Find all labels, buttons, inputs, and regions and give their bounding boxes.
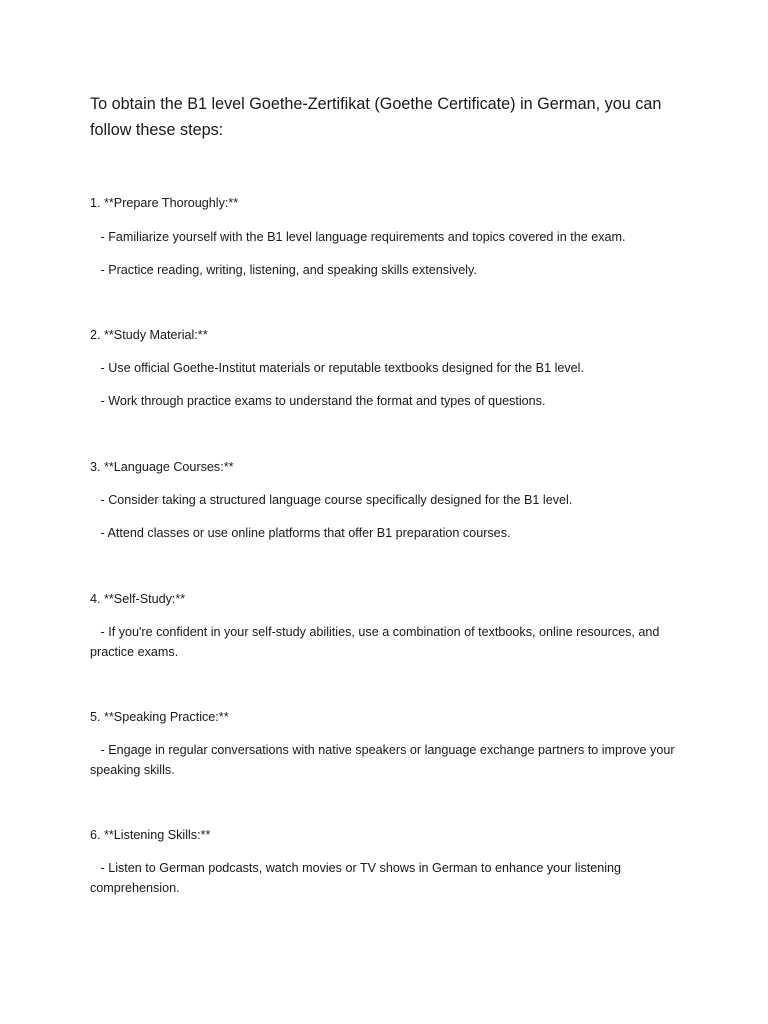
bullet-familiarize: - Familiarize yourself with the B1 level language requirements and topics covered in the exam. <box>90 230 626 244</box>
section-heading-language-courses: 3. **Language Courses:** <box>90 460 234 474</box>
bullet-self-study-combination: - If you're confident in your self-study abilities, use a combination of textbooks, online resources, and practice exams. <box>90 625 663 659</box>
section-heading-listening-skills: 6. **Listening Skills:** <box>90 828 211 842</box>
bullet-german-podcasts: - Listen to German podcasts, watch movies or TV shows in German to enhance your listening comprehension. <box>90 861 625 895</box>
bullet-practice-skills: - Practice reading, writing, listening, and speaking skills extensively. <box>90 263 477 277</box>
bullet-structured-course: - Consider taking a structured language course specifically designed for the B1 level. <box>90 493 573 507</box>
section-heading-study-material: 2. **Study Material:** <box>90 328 208 342</box>
bullet-online-platforms: - Attend classes or use online platforms that offer B1 preparation courses. <box>90 526 511 540</box>
intro-paragraph: To obtain the B1 level Goethe-Zertifikat (Goethe Certificate) in German, you can follow these steps: <box>90 95 662 139</box>
bullet-practice-exams: - Work through practice exams to understand the format and types of questions. <box>90 394 546 408</box>
section-heading-speaking-practice: 5. **Speaking Practice:** <box>90 710 229 724</box>
bullet-official-materials: - Use official Goethe-Institut materials or reputable textbooks designed for the B1 level. <box>90 361 584 375</box>
section-heading-prepare: 1. **Prepare Thoroughly:** <box>90 196 239 210</box>
section-heading-self-study: 4. **Self-Study:** <box>90 592 186 606</box>
bullet-regular-conversations: - Engage in regular conversations with native speakers or language exchange partners to improve your speaking skills. <box>90 743 679 777</box>
